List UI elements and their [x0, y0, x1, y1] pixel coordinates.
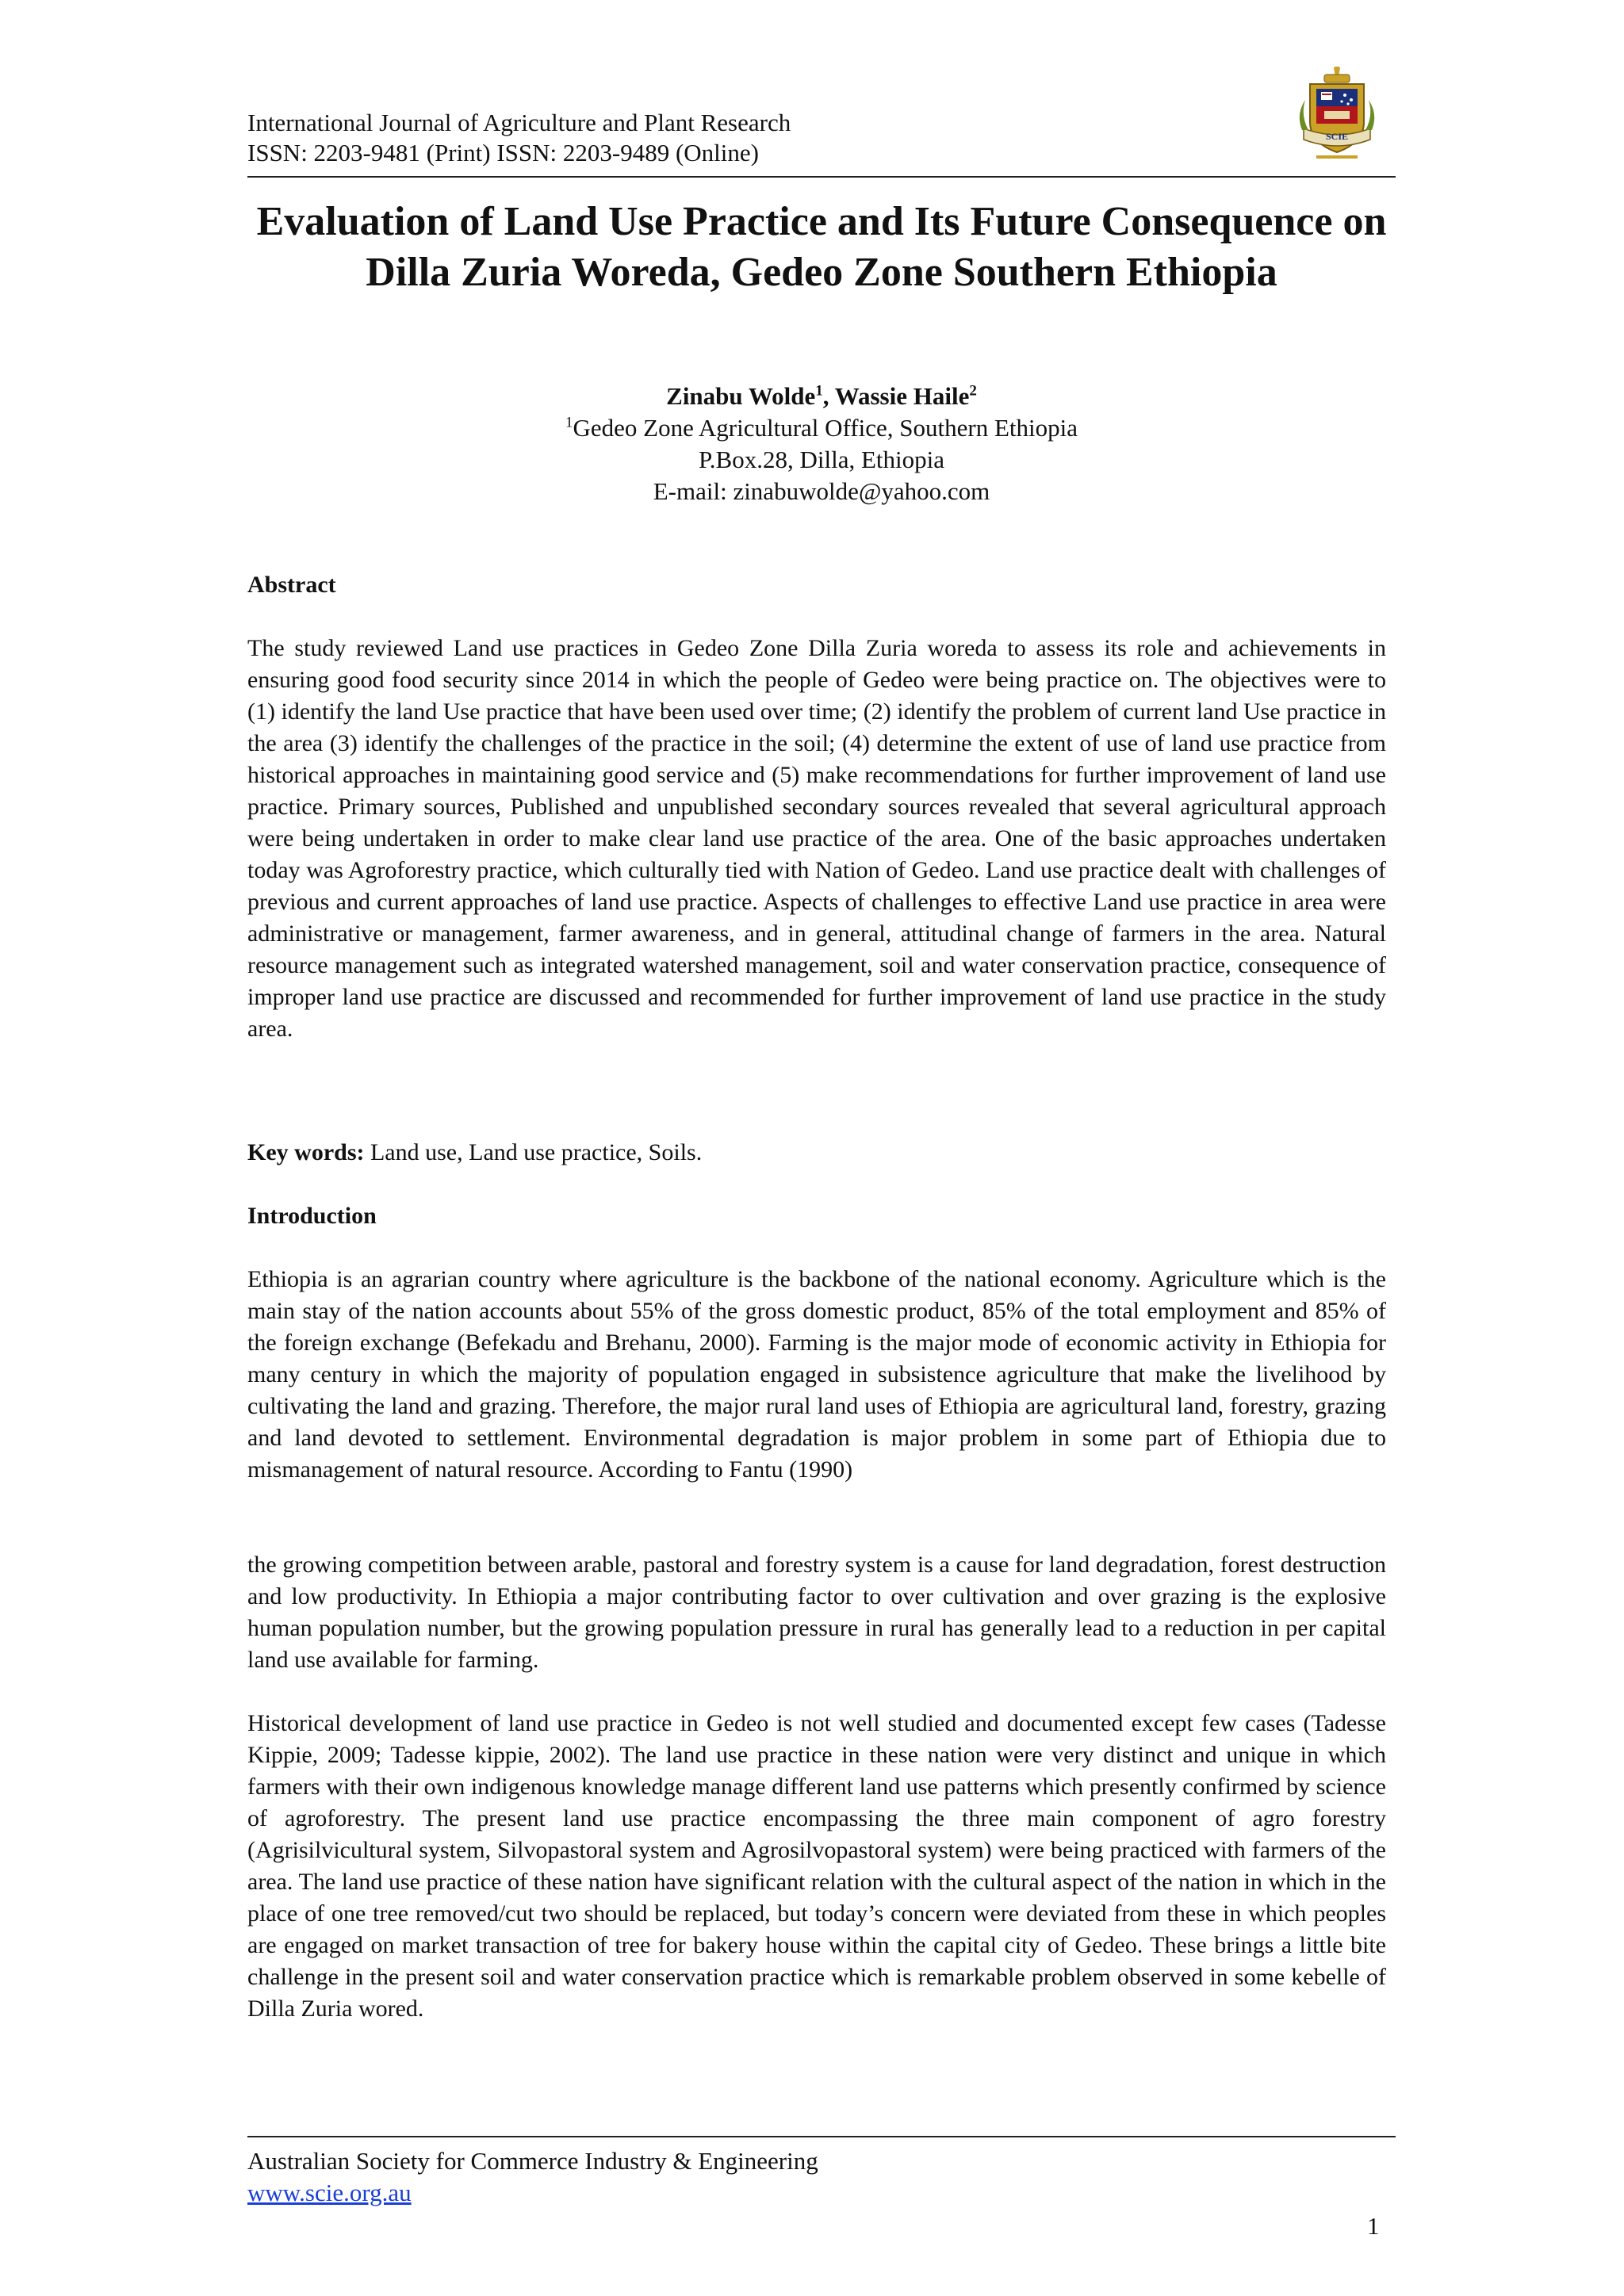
intro-paragraph-1: Ethiopia is an agrarian country where agriculture is the backbone of the national economy. Agriculture which is the main stay of the nation accounts about 55% of the gross domestic product, 85% of the total employment and 85% of the foreign exchange (Befekadu and Brehanu, 2000). Farming is the major mode of economic activity in Ethiopia for many century in which the majority of population engaged in subsistence agriculture that make the livelihood by cultivating the land and grazing. Therefore, the major rural land uses of Ethiopia are agricultural land, forestry, grazing and land devoted to settlement. Environmental degradation is major problem in some part of Ethiopia due to mismanagement of natural resource. According to Fantu (1990)	[247, 1266, 1386, 1483]
affiliation	[317, 412, 1326, 444]
keywords	[247, 1137, 1386, 1169]
affiliation-text: Gedeo Zone Agricultural Office, Southern Ethiopia	[573, 414, 1078, 442]
introduction-heading-block	[247, 1200, 1386, 1232]
keywords-block	[247, 1137, 1386, 1169]
journal-name: International Journal of Agriculture and Plant Research	[247, 109, 791, 136]
intro-paragraph-3: Historical development of land use practice in Gedeo is not well studied and documented except few cases (Tadesse Kippie, 2009; Tadesse kippie, 2002). The land use practice in these nation were very distinct and unique in which farmers with their own indigenous knowledge manage different land use patterns which presently confirmed by science of agroforestry. The present land use practice encompassing the three main component of agro forestry (Agrisilvicultural system, Silvopastoral system and Agrosilvopastoral system) were being practiced with farmers of the area. The land use practice of these nation have significant relation with the cultural aspect of the nation in which in the place of one tree removed/cut two should be replaced, but today’s concern were deviated from these in which peoples are engaged on market transaction of tree for bakery house within the capital city of Gedeo. These brings a little bite challenge in the present soil and water conservation practice which is remarkable problem observed in some kebelle of Dilla Zuria wored.	[247, 1710, 1386, 2022]
page-number: 1	[1367, 2212, 1380, 2240]
address: P.Box.28, Dilla, Ethiopia	[699, 446, 944, 473]
intro-paragraph-3-block	[247, 1708, 1386, 2025]
author-separator: ,	[822, 382, 835, 410]
authors-block	[317, 381, 1326, 507]
author-2: Wassie Haile	[834, 382, 970, 410]
abstract-heading: Abstract	[247, 572, 336, 598]
journal-header	[247, 108, 1396, 178]
scie-crest-logo	[1293, 67, 1381, 170]
author-1-sup: 1	[815, 382, 823, 400]
crest-scie-text: SCIE	[1325, 131, 1349, 142]
page-footer	[247, 2136, 1396, 2209]
affiliation-sup: 1	[565, 414, 573, 431]
intro-paragraph-2-block	[247, 1549, 1386, 1676]
abstract-heading-block	[247, 569, 1386, 601]
keywords-text: Land use, Land use practice, Soils.	[364, 1139, 703, 1165]
author-1: Zinabu Wolde	[666, 382, 816, 410]
author-2-sup: 2	[969, 382, 977, 400]
abstract-block	[247, 633, 1386, 1045]
author-names	[317, 381, 1326, 412]
abstract-text: The study reviewed Land use practices in Gedeo Zone Dilla Zuria woreda to assess its role and achievements in ensuring good food security since 2014 in which the people of Gedeo were being practice on. The objectives were to (1) identify the land Use practice that have been used over time; (2) identify the problem of current land Use practice in the area (3) identify the challenges of the practice in the soil; (4) determine the extent of use of land use practice from historical approaches in maintaining good service and (5) make recommendations for further improvement of land use practice. Primary sources, Published and unpublished secondary sources revealed that several agricultural approach were being undertaken in order to make clear land use practice of the area. One of the basic approaches undertaken today was Agroforestry practice, which culturally tied with Nation of Gedeo. Land use practice dealt with challenges of previous and current approaches of land use practice. Aspects of challenges to effective Land use practice in area were administrative or management, farmer awareness, and in general, attitudinal change of farmers in the area. Natural resource management such as integrated watershed management, soil and water conservation practice, consequence of improper land use practice are discussed and recommended for further improvement of land use practice in the study area.	[247, 635, 1386, 1042]
footer-society: Australian Society for Commerce Industry & Engineering	[247, 2147, 818, 2175]
intro-paragraph-1-block	[247, 1264, 1386, 1486]
intro-paragraph-2: the growing competition between arable, pastoral and forestry system is a cause for land degradation, forest destruction and low productivity. In Ethiopia a major contributing factor to over cultivation and over grazing is the explosive human population number, but the growing population pressure in rural has generally lead to a reduction in per capital land use available for farming.	[247, 1552, 1386, 1673]
email: E-mail: zinabuwolde@yahoo.com	[653, 477, 990, 505]
footer-url-link[interactable]: www.scie.org.au	[247, 2179, 412, 2206]
journal-issn: ISSN: 2203-9481 (Print) ISSN: 2203-9489 (Online)	[247, 139, 759, 166]
paper-title: Evaluation of Land Use Practice and Its Future Consequence on Dilla Zuria Woreda, Gedeo Zone Southern Ethiopia	[256, 199, 1387, 295]
introduction-heading: Introduction	[247, 1203, 377, 1229]
keywords-label: Key words:	[247, 1139, 365, 1165]
